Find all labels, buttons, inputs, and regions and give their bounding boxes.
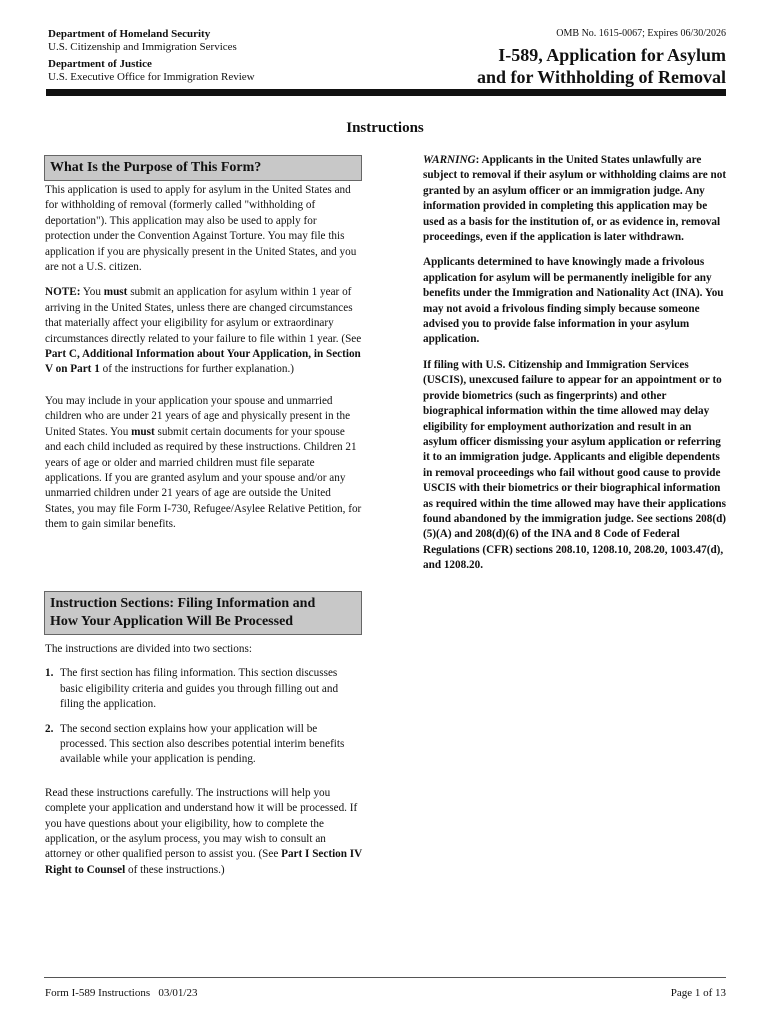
agency-uscis: U.S. Citizenship and Immigration Services [48,41,237,53]
section-heading-instruction-sections [44,591,362,635]
list-item [45,666,363,712]
footer-divider [44,977,726,978]
sections-intro: The instructions are divided into two sections: [45,643,252,655]
closing-reference: Part I Section IV Right to Counsel [45,848,363,876]
header-divider [46,89,726,96]
note-paragraph [45,285,363,377]
instructions-heading: Instructions [346,120,424,136]
omb-number: OMB No. 1615-0067; Expires 06/30/2026 [556,28,726,39]
warning-column [423,153,728,574]
section-heading-purpose: What Is the Purpose of This Form? [44,155,362,181]
note-must: must [103,286,128,299]
note-text-a: You [80,286,104,299]
closing-text-b: of these instructions.) [125,863,225,876]
agency-header [48,28,255,84]
list-item [45,722,363,768]
uscis-paragraph: If filing with U.S. Citizenship and Immigration Services (USCIS), unexcused failure to appear for an appointment or to provide biometrics (such as fingerprints) and other biographical information within the time allowed may delay eligibility for employment authorization and result in an asylum officer dismissing your asylum application or referring it to an immigration judge. Applicants and eligible dependents in removal proceedings who fail without good cause to provide USCIS with their biometrics or their biographical information as required within the time allowed may have their applications found abandoned by the immigration judge. See sections 208(d)(5)(A) and 208(d)(6) of the INA and 8 Code of Federal Regulations (CFR) sections 208.10, 1208.10, 208.20, 1003.47(d), and 1208.20. [423,358,727,572]
instruction-sections-body [45,642,363,878]
sections-list [45,666,363,767]
footer-form-id: Form I-589 Instructions 03/01/23 [45,987,198,999]
note-reference: Part C, Additional Information about Your Application, in Section V on Part 1 [45,348,361,376]
warning-label: WARNING [423,154,476,166]
frivolous-paragraph: Applicants determined to have knowingly made a frivolous application for asylum will be permanently ineligible for any benefits under the Immigration and Nationality Act (INA). You may not avoid a frivolous finding simply because someone advised you to provide false information in your asylum application. [423,256,724,346]
family-paragraph [45,394,363,533]
purpose-body [45,183,363,533]
list-text: The second section explains how your application will be processed. This section also describes potential interim benefits available while your application is pending. [60,722,345,766]
note-text-b: submit an application for asylum within 1 year of arriving in the United States, unless there are changed circumstances that materially affect your eligibility for asylum or extraordinary circumstances directly related to your failure to file within 1 year. (See [45,286,362,345]
closing-paragraph [45,786,363,878]
form-title [326,44,726,88]
family-text-a: You may include in your application your spouse and unmarried children who are under 21 years of age and physically present in the United States. You [45,394,351,438]
warning-text: : Applicants in the United States unlawfully are subject to removal if their asylum or withholding claims are not granted by an asylum officer or an immigration judge. Any information provided in completing this application may be used as a basis for the institution of, or as evidence in, removal proceedings, even if the application is later withdrawn. [423,154,727,244]
section2-heading-line2: How Your Application Will Be Processed [50,614,294,629]
form-title-line2: and for Withholding of Removal [476,67,726,87]
list-text: The first section has filing information. This section discusses basic eligibility criteria and guides you through filling out and filing the application. [60,667,339,711]
form-title-line1: I-589, Application for Asylum [498,45,726,65]
dept-doj: Department of Justice [48,58,152,70]
warning-paragraph [423,153,728,245]
list-number: 2. [45,722,54,735]
dept-dhs: Department of Homeland Security [48,28,211,40]
list-number: 1. [45,667,54,680]
purpose-paragraph: This application is used to apply for asylum in the United States and for withholding of removal (formerly called "withholding of deportation"). This application may also be used to apply for protection under the Convention Against Torture. You may file this application if you are physically present in the United States, and you are not a U.S. citizen. [45,184,357,274]
family-must: must [131,425,155,438]
section2-heading-line1: Instruction Sections: Filing Information and [50,596,316,611]
closing-text-a: Read these instructions carefully. The instructions will help you complete your application and understand how it will be processed. If you have questions about your eligibility, how to complete the application, or the asylum process, you may wish to consult an attorney or other qualified person to assist you. (See [45,786,358,861]
family-text-b: submit certain documents for your spouse and each child included as required by these instructions. Children 21 years of age or older and married children must file separate applications. If you are granted asylum and your spouse and/or any unmarried children under 21 years of age are outside the United States, you may file Form I-730, Refugee/Asylee Relative Petition, for them to gain similar benefits. [45,425,362,531]
note-text-c: of the instructions for further explanation.) [99,363,294,376]
note-label: NOTE: [45,286,81,299]
agency-eoir: U.S. Executive Office for Immigration Review [48,71,255,83]
footer-page-number: Page 1 of 13 [670,987,726,999]
